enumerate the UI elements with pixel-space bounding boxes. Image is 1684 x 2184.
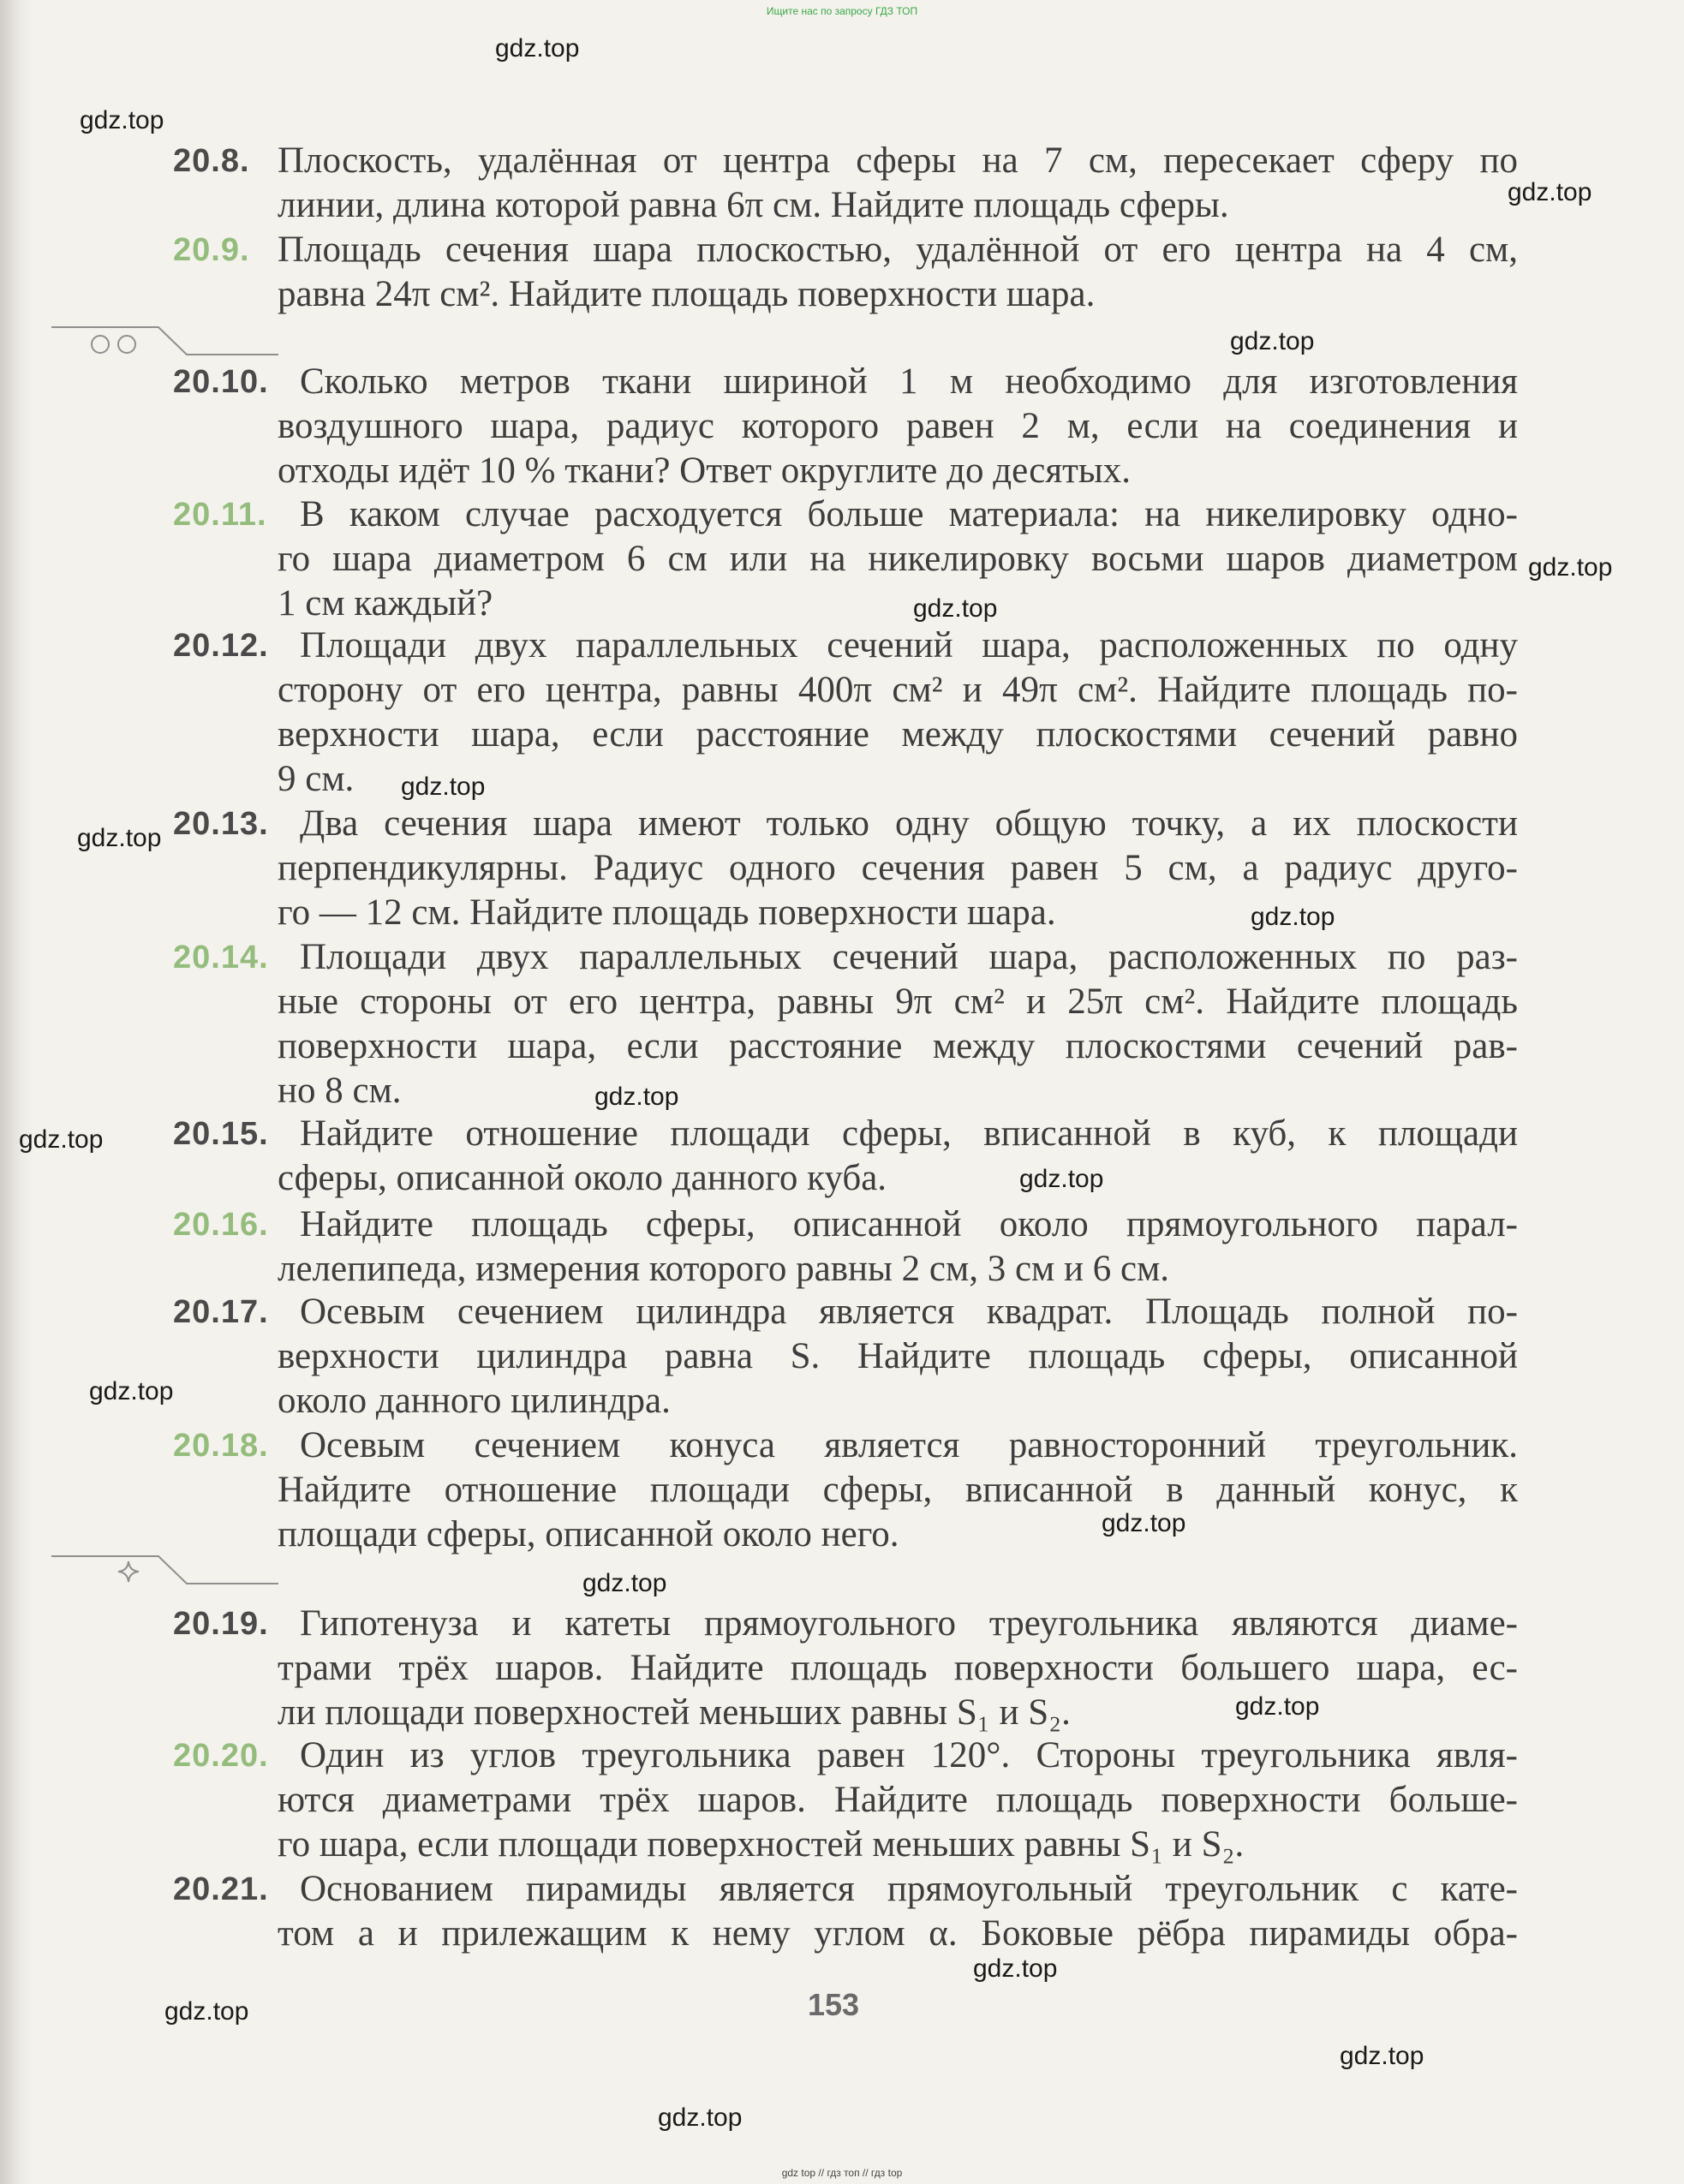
problem-number: 20.16.: [173, 1207, 269, 1243]
watermark: gdz.top: [973, 1954, 1058, 1983]
problem-text-line: Площади двух параллельных сечений шара, расположенных по раз-: [300, 937, 1518, 977]
problem-text-line: го шара диаметром 6 см или на никелировку восьми шаров диаметром: [278, 539, 1518, 579]
watermark: gdz.top: [19, 1125, 104, 1154]
problem-text-line: Найдите отношение площади сферы, вписанной в куб, к площади: [300, 1113, 1518, 1154]
problem-number: 20.11.: [173, 497, 267, 533]
problem-number: 20.17.: [173, 1294, 269, 1330]
problem-text-line: го — 12 см. Найдите площадь поверхности шара.: [278, 892, 1056, 933]
problem-text-line: том a и прилежащим к нему углом α. Боковые рёбра пирамиды обра-: [278, 1913, 1518, 1954]
problem-text-line: Основанием пирамиды является прямоугольный треугольник с кате-: [300, 1869, 1518, 1909]
watermark: gdz.top: [1508, 178, 1592, 206]
watermark: gdz.top: [495, 34, 580, 63]
watermark: gdz.top: [401, 773, 486, 801]
problem-number: 20.18.: [173, 1428, 269, 1464]
problem-text-line: верхности цилиндра равна S. Найдите площадь сферы, описанной: [278, 1336, 1518, 1376]
problem-text-line: ли площади поверхностей меньших равны S₁ и S₂.: [278, 1692, 1071, 1733]
problem-number: 20.19.: [173, 1606, 269, 1642]
problem-text-line: воздушного шара, радиус которого равен 2 м, если на соединения и: [278, 406, 1518, 446]
problem-number: 20.14.: [173, 940, 269, 976]
problem-number: 20.15.: [173, 1116, 269, 1152]
problem-text-line: Сколько метров ткани шириной 1 м необходимо для изготовления: [300, 361, 1518, 402]
problem-text-line: трами трёх шаров. Найдите площадь поверхности большего шара, ес-: [278, 1648, 1518, 1688]
watermark: gdz.top: [80, 106, 164, 134]
watermark: gdz.top: [164, 1997, 249, 2026]
four-point-star-icon: [51, 1554, 283, 1589]
watermark: gdz.top: [1102, 1509, 1186, 1537]
problem-text-line: но 8 см.: [278, 1071, 402, 1111]
problem-text-line: площади сферы, описанной около него.: [278, 1514, 899, 1554]
problem-text-line: Гипотенуза и катеты прямоугольного треугольника являются диаме-: [300, 1603, 1518, 1644]
problem-text-line: Найдите площадь сферы, описанной около прямоугольного парал-: [300, 1204, 1518, 1244]
problem-text-line: Площади двух параллельных сечений шара, расположенных по одну: [300, 625, 1518, 665]
watermark: gdz.top: [77, 824, 162, 852]
watermark: gdz.top: [1528, 553, 1613, 582]
header-note: Ищите нас по запросу ГДЗ ТОП: [766, 5, 918, 17]
problem-text-line: Два сечения шара имеют только одну общую точку, а их плоскости: [300, 803, 1518, 844]
two-circles-icon: [51, 325, 283, 360]
problem-text-line: линии, длина которой равна 6π см. Найдите площадь сферы.: [278, 185, 1229, 225]
watermark: gdz.top: [1340, 2042, 1424, 2070]
problem-text-line: верхности шара, если расстояние между плоскостями сечений равно: [278, 714, 1518, 755]
watermark: gdz.top: [913, 594, 998, 623]
watermark: gdz.top: [1230, 327, 1315, 355]
watermark: gdz.top: [658, 2103, 743, 2132]
watermark: gdz.top: [582, 1569, 667, 1597]
problem-text-line: равна 24π см². Найдите площадь поверхности шара.: [278, 274, 1096, 314]
problem-text-line: поверхности шара, если расстояние между плоскостями сечений рав-: [278, 1026, 1518, 1066]
problem-text-line: Найдите отношение площади сферы, вписанной в данный конус, к: [278, 1470, 1518, 1510]
problem-text-line: го шара, если площади поверхностей меньших равны S₁ и S₂.: [278, 1824, 1245, 1865]
page-binding-shadow: [0, 0, 34, 2184]
watermark: gdz.top: [1019, 1165, 1104, 1193]
problem-text-line: Один из углов треугольника равен 120°. Стороны треугольника явля-: [300, 1735, 1518, 1775]
problem-text-line: В каком случае расходуется больше материала: на никелировку одно-: [300, 494, 1518, 534]
problem-text-line: сферы, описанной около данного куба.: [278, 1158, 887, 1198]
watermark: gdz.top: [1235, 1692, 1320, 1721]
problem-text-line: около данного цилиндра.: [278, 1381, 671, 1421]
watermark: gdz.top: [89, 1377, 174, 1405]
problem-text-line: лелепипеда, измерения которого равны 2 см, 3 см и 6 см.: [278, 1249, 1170, 1289]
problem-number: 20.8.: [173, 143, 250, 179]
problem-number: 20.10.: [173, 364, 269, 400]
footer-note: gdz top // гдз топ // гдз top: [781, 2167, 903, 2179]
problem-text-line: ные стороны от его центра, равны 9π см² и 25π см². Найдите площадь: [278, 982, 1518, 1022]
problem-number: 20.9.: [173, 232, 250, 268]
problem-number: 20.20.: [173, 1738, 269, 1774]
problem-text-line: Осевым сечением цилиндра является квадрат. Площадь полной по-: [300, 1292, 1518, 1332]
problem-number: 20.12.: [173, 628, 269, 664]
problem-text-line: Плоскость, удалённая от центра сферы на 7 см, пересекает сферу по: [278, 140, 1518, 181]
problem-number: 20.13.: [173, 806, 269, 842]
problem-text-line: сторону от его центра, равны 400π см² и 49π см². Найдите площадь по-: [278, 670, 1518, 710]
problem-text-line: Площадь сечения шара плоскостью, удалённой от его центра на 4 см,: [278, 230, 1518, 270]
problem-text-line: 1 см каждый?: [278, 583, 493, 624]
page-number: 153: [808, 1987, 860, 2022]
problem-text-line: 9 см.: [278, 759, 355, 799]
problem-text-line: Осевым сечением конуса является равносторонний треугольник.: [300, 1425, 1518, 1465]
problem-text-line: ются диаметрами трёх шаров. Найдите площадь поверхности больше-: [278, 1780, 1518, 1820]
problem-number: 20.21.: [173, 1871, 269, 1907]
problem-text-line: отходы идёт 10 % ткани? Ответ округлите до десятых.: [278, 451, 1132, 491]
watermark: gdz.top: [594, 1083, 679, 1111]
problem-text-line: перпендикулярны. Радиус одного сечения равен 5 см, а радиус друго-: [278, 848, 1518, 888]
watermark: gdz.top: [1251, 903, 1335, 931]
